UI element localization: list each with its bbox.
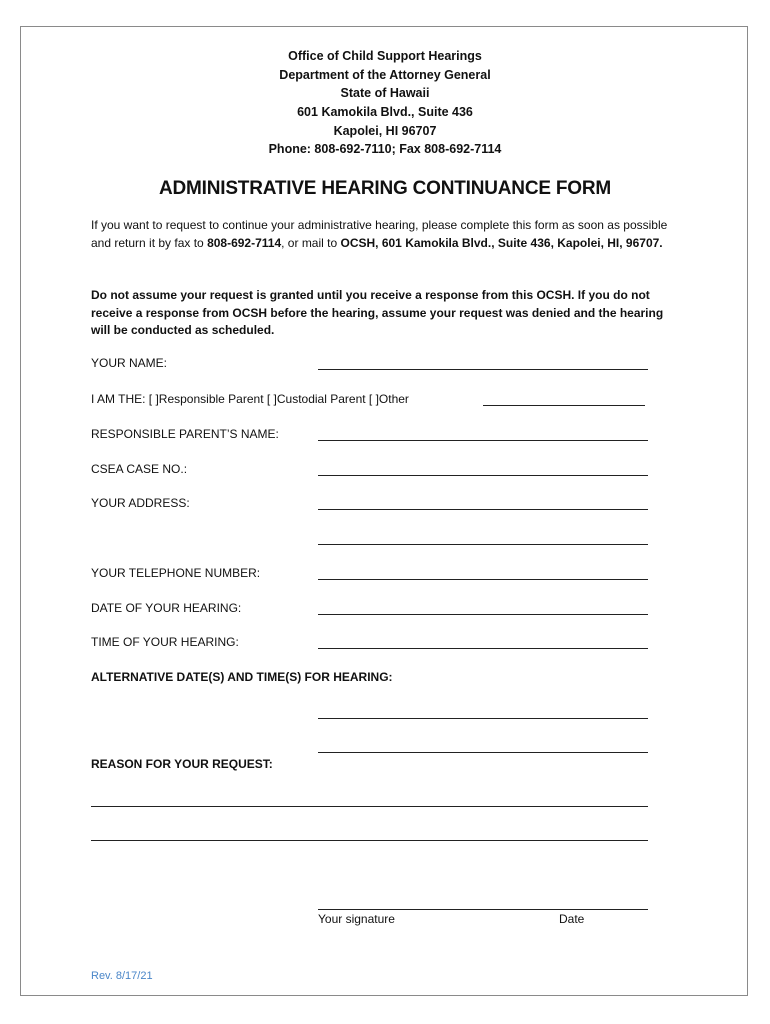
hearing-time-field[interactable] — [318, 648, 648, 649]
department-name: Department of the Attorney General — [279, 67, 491, 82]
address-field-line-2[interactable] — [318, 544, 648, 545]
warning-paragraph: Do not assume your request is granted until you receive a response from this OCSH. If you do not receive a response from OCSH before the hearing, assume your request was denied and the hearing will be conducted as scheduled. — [91, 288, 664, 338]
signature-field[interactable] — [318, 909, 648, 910]
i-am-the-label: I AM THE: [ ]Responsible Parent [ ]Custodial Parent [ ]Other — [91, 392, 409, 406]
reason-field-line-1[interactable] — [91, 806, 648, 807]
intro-text: If you want to request to continue your administrative hearing, please complete this form as soon as possible and return it by fax to — [91, 218, 668, 250]
your-name-label: YOUR NAME: — [91, 356, 168, 370]
office-header — [0, 47, 770, 159]
reason-label: REASON FOR YOUR REQUEST: — [91, 757, 273, 771]
other-field[interactable] — [483, 405, 645, 406]
csea-case-no-field[interactable] — [318, 475, 648, 476]
intro-text-middle: , or mail to — [281, 235, 341, 250]
alternative-dates-label: ALTERNATIVE DATE(S) AND TIME(S) FOR HEARING: — [91, 670, 393, 684]
form-title: ADMINISTRATIVE HEARING CONTINUANCE FORM — [158, 178, 612, 199]
street-address: 601 Kamokila Blvd., Suite 436 — [297, 105, 473, 120]
telephone-field[interactable] — [318, 579, 648, 580]
hearing-time-label: TIME OF YOUR HEARING: — [91, 635, 239, 649]
reason-field-line-2[interactable] — [91, 840, 648, 841]
telephone-label: YOUR TELEPHONE NUMBER: — [91, 566, 261, 580]
csea-case-no-label: CSEA CASE NO.: — [91, 462, 188, 476]
your-address-label: YOUR ADDRESS: — [91, 496, 190, 510]
phone-fax-line: Phone: 808-692-7110; Fax 808-692-7114 — [268, 142, 502, 157]
office-name: Office of Child Support Hearings — [288, 49, 482, 63]
responsible-parent-name-field[interactable] — [318, 440, 648, 441]
alternative-date-field-1[interactable] — [318, 718, 648, 719]
form-page — [20, 26, 748, 996]
hearing-date-field[interactable] — [318, 614, 648, 615]
alternative-date-field-2[interactable] — [318, 752, 648, 753]
city-line: Kapolei, HI 96707 — [333, 123, 437, 138]
signature-label: Your signature — [318, 912, 395, 926]
responsible-parent-name-label: RESPONSIBLE PARENT’S NAME: — [91, 427, 279, 441]
hearing-date-label: DATE OF YOUR HEARING: — [91, 601, 242, 615]
address-field-line-1[interactable] — [318, 509, 648, 510]
revision-note: Rev. 8/17/21 — [91, 970, 153, 982]
state-name: State of Hawaii — [340, 86, 430, 101]
mail-address: OCSH, 601 Kamokila Blvd., Suite 436, Kapolei, HI, 96707. — [340, 235, 663, 250]
date-label: Date — [559, 912, 585, 926]
intro-paragraph — [91, 217, 681, 252]
your-name-field[interactable] — [318, 369, 648, 370]
fax-number: 808-692-7114 — [207, 235, 282, 250]
